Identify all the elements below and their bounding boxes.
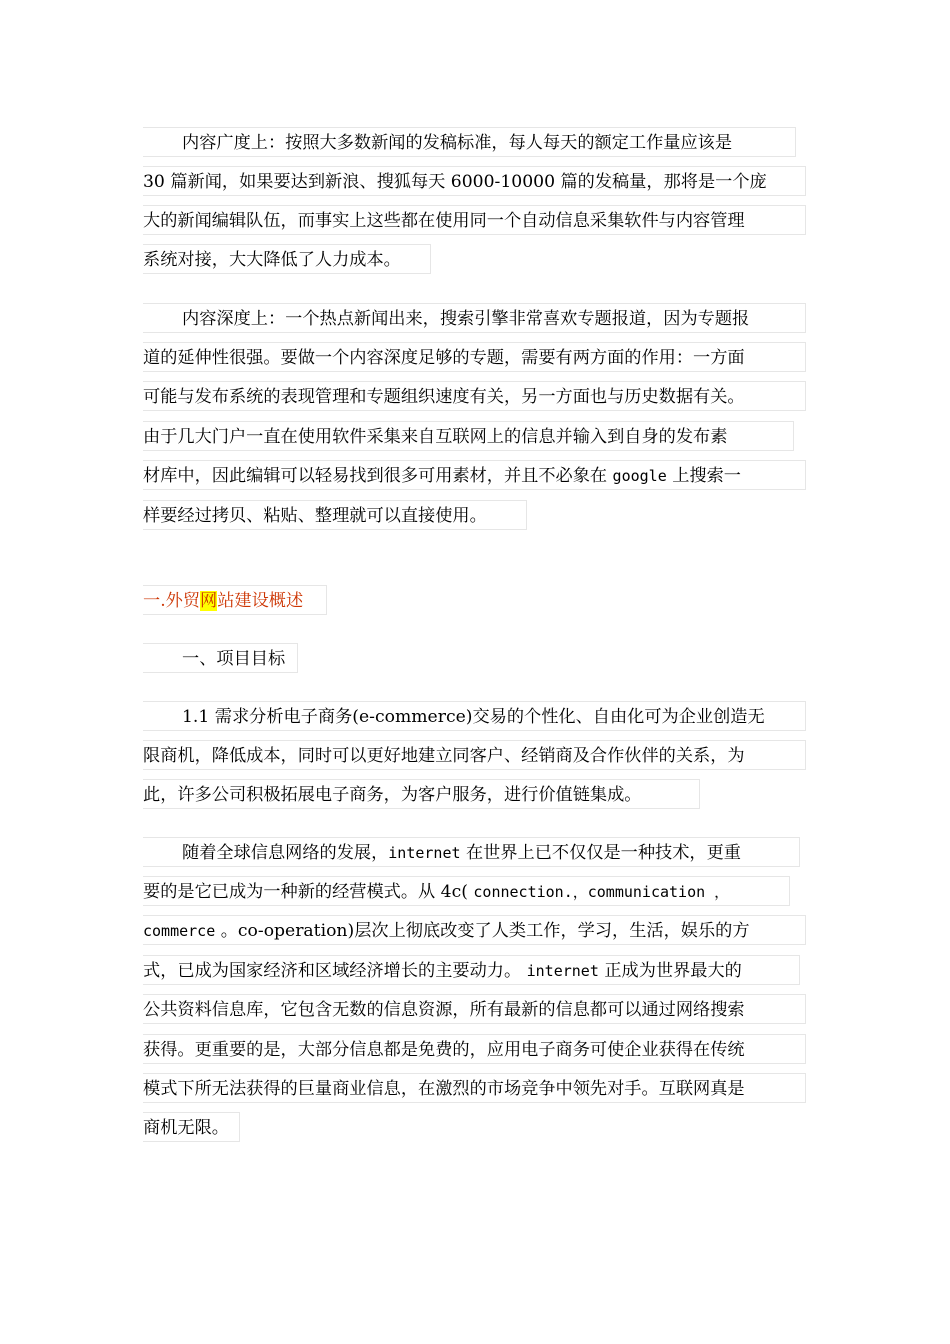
text-run: 上搜索一: [672, 466, 741, 486]
paragraph-line: 公共资料信息库，它包含无数的信息资源，所有最新的信息都可以通过网络搜索: [143, 994, 806, 1024]
paragraph-line: 此，许多公司积极拓展电子商务，为客户服务，进行价值链集成。: [143, 779, 700, 809]
paragraph-line: 由于几大门户一直在使用软件采集来自互联网上的信息并输入到自身的发布素: [143, 421, 794, 451]
paragraph-line: 限商机，降低成本，同时可以更好地建立同客户、经销商及合作伙伴的关系，为: [143, 740, 806, 770]
paragraph-line: 内容深度上：一个热点新闻出来，搜索引擎非常喜欢专题报道，因为专题报: [143, 303, 806, 333]
paragraph-line: [143, 955, 800, 985]
text-run: 正成为世界最大的: [604, 961, 742, 981]
paragraph-line: 大的新闻编辑队伍，而事实上这些都在使用同一个自动信息采集软件与内容管理: [143, 205, 806, 235]
inline-term: commerce: [143, 922, 216, 940]
text-run: 在世界上已不仅仅是一种技术，更重: [465, 843, 741, 863]
section-heading: [143, 585, 327, 615]
heading-text: 站建设概述: [217, 591, 304, 611]
inline-term: internet: [526, 962, 599, 980]
paragraph-line: 模式下所无法获得的巨量商业信息，在激烈的市场竞争中领先对手。互联网真是: [143, 1073, 806, 1103]
highlighted-text: 网: [200, 591, 218, 611]
paragraph-line: 获得。更重要的是，大部分信息都是免费的，应用电子商务可使企业获得在传统: [143, 1034, 806, 1064]
paragraph-line: 内容广度上：按照大多数新闻的发稿标准，每人每天的额定工作量应该是: [143, 127, 796, 157]
heading-text: 一.外贸: [143, 591, 201, 611]
paragraph-line: 系统对接，大大降低了人力成本。: [143, 244, 431, 274]
paragraph-line: 商机无限。: [143, 1112, 240, 1142]
paragraph-line: 30 篇新闻，如果要达到新浪、搜狐每天 6000-10000 篇的发稿量，那将是一个庞: [143, 166, 806, 196]
paragraph-line: 可能与发布系统的表现管理和专题组织速度有关，另一方面也与历史数据有关。: [143, 381, 806, 411]
text-run: 材库中，因此编辑可以轻易找到很多可用素材，并且不必象在: [143, 466, 608, 486]
paragraph-line: 1.1 需求分析电子商务(e-commerce)交易的个性化、自由化可为企业创造无: [143, 701, 806, 731]
paragraph-line: [143, 460, 806, 490]
text-run: 式，已成为国家经济和区域经济增长的主要动力。: [143, 961, 522, 981]
text-run: 。co-operation)层次上彻底改变了人类工作，学习，生活，娱乐的方: [220, 921, 750, 941]
paragraph-line: 道的延伸性很强。要做一个内容深度足够的专题，需要有两方面的作用：一方面: [143, 342, 806, 372]
inline-term: google: [612, 467, 667, 485]
text-run: 要的是它已成为一种新的经营模式。从 4c(: [143, 882, 468, 902]
text-run: 随着全球信息网络的发展，: [182, 843, 389, 863]
inline-term: internet: [388, 844, 461, 862]
paragraph-line: 样要经过拷贝、粘贴、整理就可以直接使用。: [143, 500, 527, 530]
paragraph-line: [143, 876, 790, 906]
inline-term: connection.，communication ，: [473, 883, 730, 901]
paragraph-line: [143, 837, 800, 867]
subheading: 一、项目目标: [143, 643, 298, 673]
paragraph-line: [143, 915, 806, 945]
